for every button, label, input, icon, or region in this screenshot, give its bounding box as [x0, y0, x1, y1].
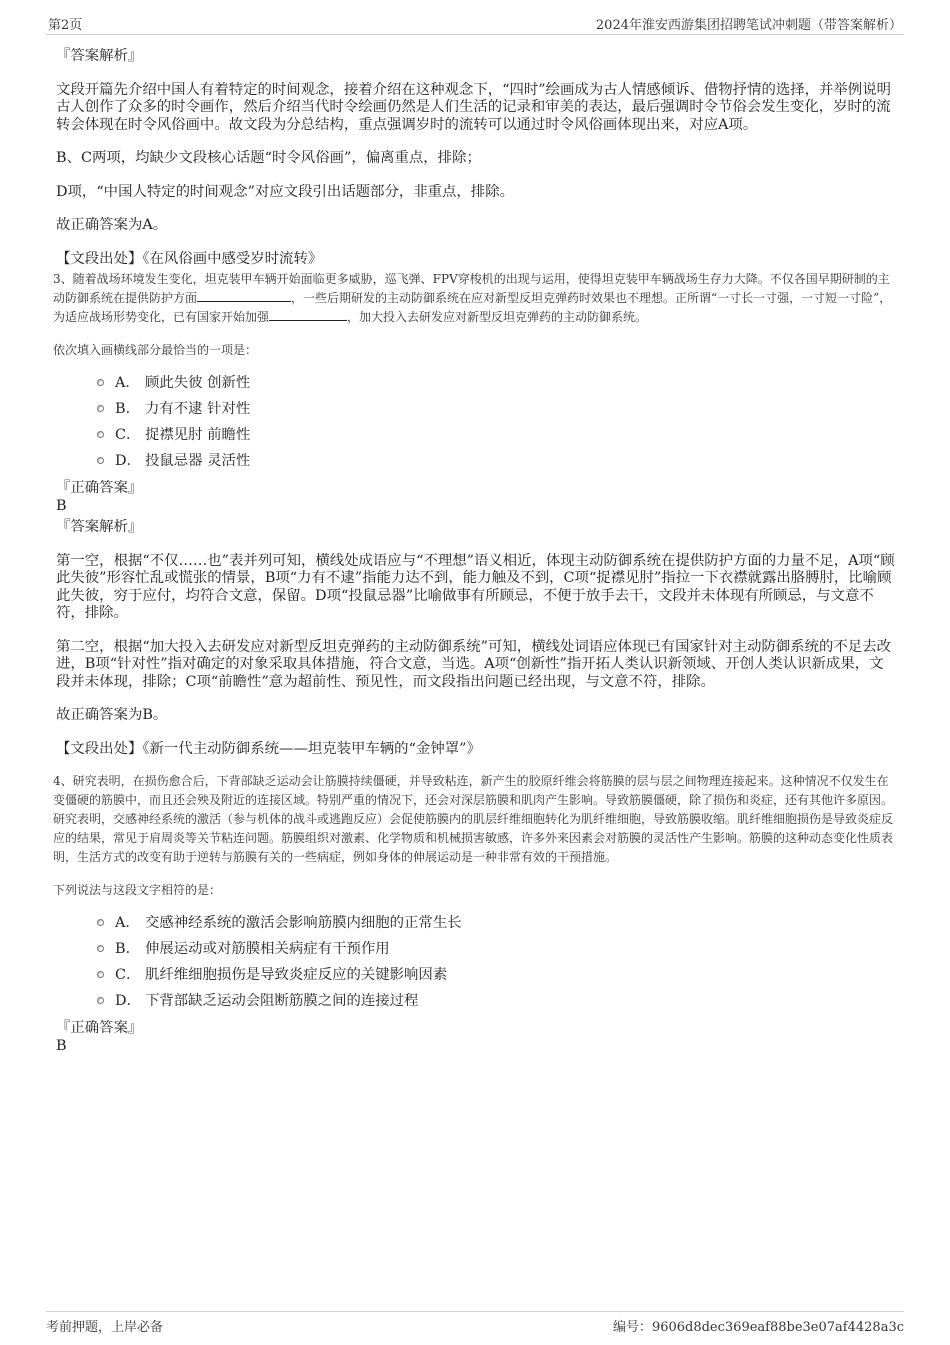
answer-options: [56, 910, 896, 1014]
source-citation: 【文段出处】《新一代主动防御系统——坦克装甲车辆的“金钟罩”》: [56, 740, 481, 757]
radio-icon[interactable]: [97, 379, 104, 386]
option-d[interactable]: D． 下背部缺乏运动会阻断筋膜之间的连接过程: [56, 988, 896, 1014]
correct-answer-label: 『正确答案』: [56, 480, 143, 496]
answer-conclusion: 故正确答案为A。: [56, 217, 168, 233]
page-content: [53, 46, 896, 1055]
radio-icon[interactable]: [97, 457, 104, 464]
option-a[interactable]: A． 交感神经系统的激活会影响筋膜内细胞的正常生长: [56, 910, 896, 936]
correct-answer: B: [56, 497, 67, 514]
source-citation: 【文段出处】《在风俗画中感受岁时流转》: [56, 250, 323, 267]
analysis-paragraph: 第一空，根据“不仅……也”表并列可知，横线处成语应与“不理想”语义相近，体现主动防御系统在提供防护方面的力量不足，A项“顾此失彼”形容忙乱或慌张的情景，B项“力有不逮”指能力达不到，能力触及不到，C项“捉襟见肘”指拉一下衣襟就露出胳膊肘，比喻顾此失彼，穷于应付，均符合文意，保留。D项“投鼠忌器”比喻做事有所顾忌，不便于放手去干，文段并未体现有所顾忌，与文意不符，排除。: [56, 552, 895, 621]
question-stem: 4、研究表明，在损伤愈合后，下背部缺乏运动会让筋膜持续僵硬，并导致粘连，新产生的胶原纤维会将筋膜的层与层之间物理连接起来。这种情况不仅发生在变僵硬的筋膜中，而且还会殃及附近的连接区域。特别严重的情况下，还会对深层筋膜和肌肉产生影响。导致筋膜僵硬，除了损伤和炎症，还有其他许多原因。研究表明，交感神经系统的激活（参与机体的战斗或逃跑反应）会促使筋膜内的肌层纤维细胞转化为肌纤维细胞，导致筋膜收缩。肌纤维细胞损伤是导致炎症反应的结果，常见于肩周炎等关节粘连问题。筋膜组织对激素、化学物质和机械损害敏感，许多外来因素会对筋膜的灵活性产生影响。筋膜的这种动态变化性质表明，生活方式的改变有助于逆转与筋膜有关的一些病症，例如身体的伸展运动是一种非常有效的干预措施。: [53, 774, 894, 864]
document-id: 编号：9606d8dec369eaf88be3e07af4428a3c: [612, 1320, 904, 1335]
option-d[interactable]: D． 投鼠忌器 灵活性: [56, 448, 896, 474]
analysis-label: 『答案解析』: [56, 48, 143, 64]
page-header: [46, 14, 904, 35]
analysis-paragraph: 第二空，根据“加大投入去研发应对新型反坦克弹药的主动防御系统”可知，横线处词语应体现已有国家针对主动防御系统的不足去改进，B项“针对性”指对确定的对象采取具体措施，符合文意，当选。A项“创新性”指开拓人类认识新领域、开创人类认识新成果，文段并未体现，排除；C项“前瞻性”意为超前性、预见性，而文段指出问题已经出现，与文意不符，排除。: [56, 638, 891, 690]
fill-blank: [269, 308, 347, 321]
question-prompt: 依次填入画横线部分最恰当的一项是：: [53, 343, 258, 357]
radio-icon[interactable]: [97, 405, 104, 412]
option-b[interactable]: B． 伸展运动或对筋膜相关病症有干预作用: [56, 936, 896, 962]
fill-blank: [197, 289, 291, 302]
option-a[interactable]: A． 顾此失彼 创新性: [56, 370, 896, 396]
analysis-paragraph: B、C两项，均缺少文段核心话题“时令风俗画”，偏离重点，排除；: [56, 150, 481, 166]
footer-slogan: 考前押题，上岸必备: [46, 1320, 164, 1335]
radio-icon[interactable]: [97, 945, 104, 952]
option-c[interactable]: C． 肌纤维细胞损伤是导致炎症反应的关键影响因素: [56, 962, 896, 988]
question-stem: 3、随着战场环境发生变化，坦克装甲车辆开始面临更多威胁，巡飞弹、FPV穿梭机的出现与运用，使得坦克装甲车辆战场生存力大降。不仅各国早期研制的主动防御系统在提供防护方面 ，一些后期研发的主动防御系统在应对新型反坦克弹药时效果也不理想。正所谓“一寸长一寸强，一寸短一寸险”，为适应战场形势变化，已有国家开始加强 ，加大投入去研发应对新型反坦克弹药的主动防御系统。: [53, 272, 892, 324]
analysis-label: 『答案解析』: [56, 519, 143, 535]
radio-icon[interactable]: [97, 971, 104, 978]
answer-conclusion: 故正确答案为B。: [56, 707, 168, 723]
document-title: 2024年淮安西游集团招聘笔试冲刺题（带答案解析）: [595, 18, 902, 33]
radio-icon[interactable]: [97, 431, 104, 438]
page-footer: [46, 1311, 904, 1334]
answer-options: [56, 370, 896, 474]
analysis-paragraph: D项，“中国人特定的时间观念”对应文段引出话题部分，非重点，排除。: [56, 183, 514, 200]
option-b[interactable]: B． 力有不逮 针对性: [56, 396, 896, 422]
radio-icon[interactable]: [97, 919, 104, 926]
question-prompt: 下列说法与这段文字相符的是：: [53, 883, 222, 897]
correct-answer: B: [56, 1037, 67, 1054]
correct-answer-label: 『正确答案』: [56, 1020, 143, 1036]
analysis-paragraph: 文段开篇先介绍中国人有着特定的时间观念，接着介绍在这种观念下，“四时”绘画成为古人情感倾诉、借物抒情的选择，并举例说明古人创作了众多的时令画作，然后介绍当代时令绘画仍然是人们生活的记录和审美的表达，最后强调时令节俗会发生变化，岁时的流转会体现在时令风俗画中。故文段为分总结构，重点强调岁时的流转可以通过时令风俗画体现出来，对应A项。: [56, 81, 891, 133]
option-c[interactable]: C． 捉襟见肘 前瞻性: [56, 422, 896, 448]
page-number: 第2页: [48, 18, 83, 33]
radio-icon[interactable]: [97, 997, 104, 1004]
